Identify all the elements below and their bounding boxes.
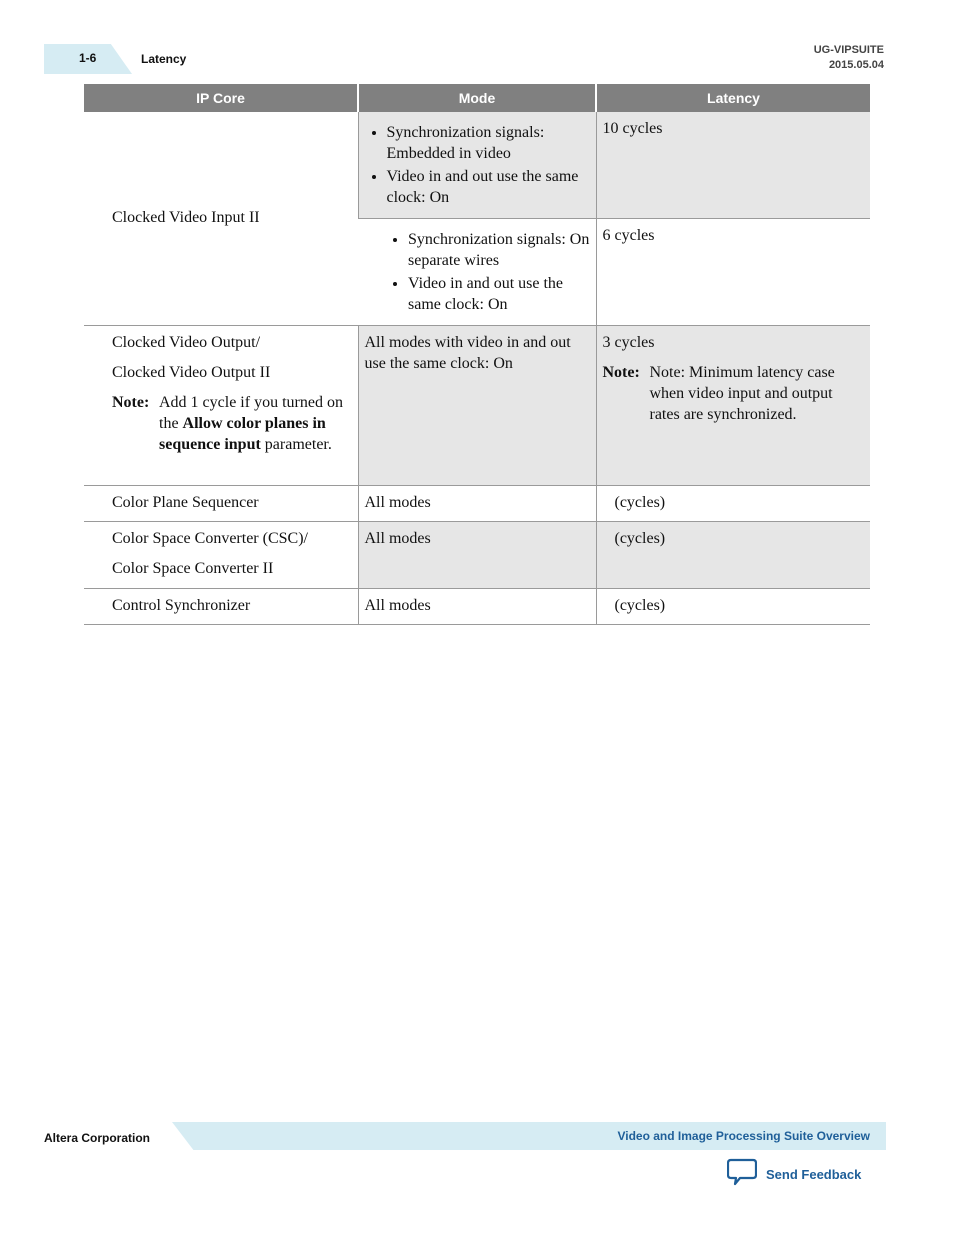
send-feedback-label: Send Feedback bbox=[766, 1166, 862, 1182]
list-item: • Video in and out use the same clock: On bbox=[408, 273, 590, 315]
table-row bbox=[84, 326, 870, 486]
list-item: • Synchronization signals: On separate wires bbox=[408, 229, 590, 271]
ip-core-name: Clocked Video Output/ bbox=[112, 334, 261, 351]
parameter-name: Allow color planes in sequence input bbox=[159, 415, 326, 453]
doc-date: 2015.05.04 bbox=[828, 59, 884, 71]
table-row bbox=[84, 589, 870, 625]
table-row bbox=[84, 522, 870, 589]
table-row bbox=[84, 112, 870, 219]
page-number: 1-6 bbox=[79, 51, 97, 65]
ip-core-cell: Clocked Video Input II bbox=[84, 112, 358, 326]
doc-info bbox=[814, 43, 884, 73]
ip-core-cell: Control Synchronizer bbox=[84, 589, 358, 625]
latency-cell: (cycles) bbox=[596, 589, 870, 625]
ip-core-cell bbox=[84, 326, 358, 486]
mode-cell: All modes bbox=[358, 522, 596, 589]
mode-cell: All modes bbox=[358, 589, 596, 625]
doc-id: UG-VIPSUITE bbox=[813, 44, 884, 56]
list-item: • Video in and out use the same clock: On bbox=[387, 166, 590, 208]
ip-core-name: Clocked Video Output II bbox=[112, 364, 271, 381]
mode-cell bbox=[358, 219, 596, 326]
note-text bbox=[159, 392, 352, 455]
latency-cell bbox=[596, 326, 870, 486]
latency-cell: 6 cycles bbox=[596, 219, 870, 326]
mode-cell: All modes with video in and out use the same clock: On bbox=[358, 326, 596, 486]
column-header-latency: Latency bbox=[596, 84, 870, 112]
mode-list bbox=[386, 229, 590, 315]
note bbox=[112, 392, 352, 455]
latency-cell: (cycles) bbox=[596, 522, 870, 589]
note-text-start: Add 1 cycle if you turned on the bbox=[159, 394, 343, 432]
doc-title-link[interactable]: Video and Image Processing Suite Overview bbox=[617, 1129, 870, 1143]
section-title: Latency bbox=[141, 52, 187, 66]
latency-table bbox=[84, 84, 870, 625]
note-text-end: parameter. bbox=[260, 436, 332, 453]
column-header-ip-core: IP Core bbox=[84, 84, 358, 112]
note-label: Note: bbox=[602, 364, 640, 381]
mode-cell bbox=[358, 112, 596, 219]
ip-core-cell bbox=[84, 522, 358, 589]
mode-list bbox=[365, 122, 590, 208]
latency-cell: 10 cycles bbox=[596, 112, 870, 219]
note-label: Note: bbox=[112, 394, 150, 411]
company-name: Altera Corporation bbox=[44, 1131, 151, 1145]
list-item: • Synchronization signals: Embedded in video bbox=[387, 122, 590, 164]
note-text: Note: Minimum latency case when video input and output rates are synchronized. bbox=[649, 364, 835, 423]
send-feedback-link[interactable] bbox=[727, 1158, 861, 1190]
speech-bubble-icon bbox=[727, 1158, 757, 1190]
table-row bbox=[84, 486, 870, 522]
latency-cell: (cycles) bbox=[596, 486, 870, 522]
mode-cell: All modes bbox=[358, 486, 596, 522]
latency-value: 3 cycles bbox=[602, 334, 655, 351]
latency-note bbox=[603, 362, 865, 425]
ip-core-name: Color Space Converter II bbox=[112, 560, 274, 577]
table-header-row bbox=[84, 84, 870, 112]
column-header-mode: Mode bbox=[358, 84, 596, 112]
ip-core-cell: Color Plane Sequencer bbox=[84, 486, 358, 522]
ip-core-name: Color Space Converter (CSC)/ bbox=[112, 530, 308, 547]
